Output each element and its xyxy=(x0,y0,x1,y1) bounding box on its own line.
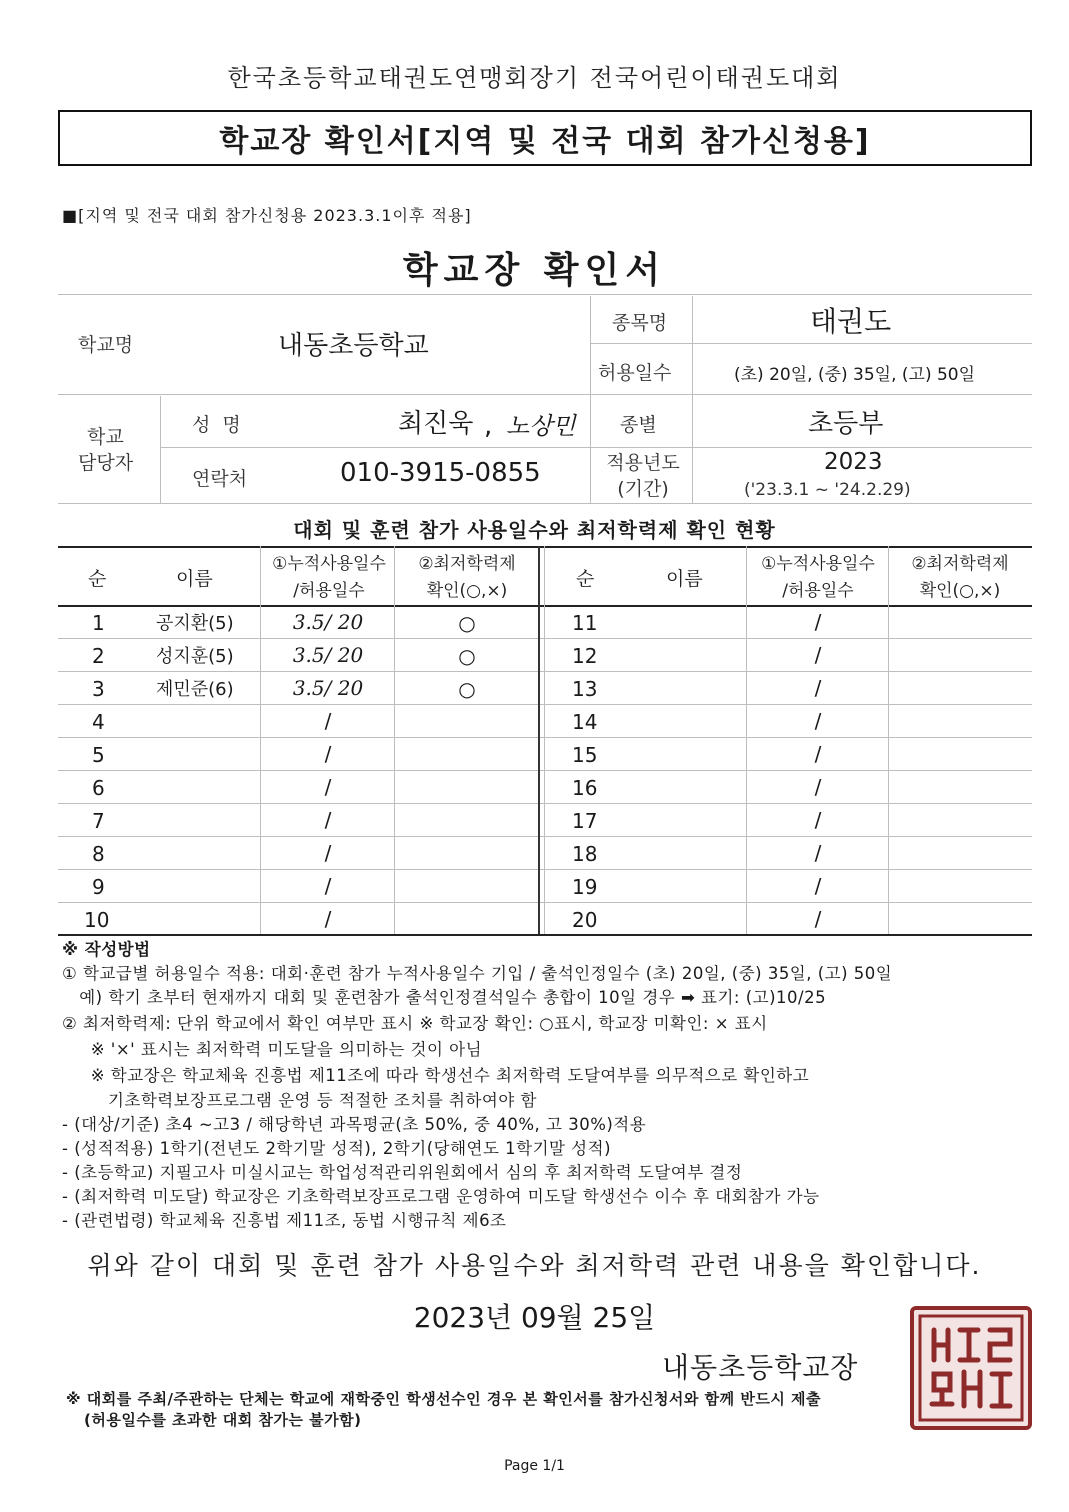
method-line: - (대상/기준) 초4 ~고3 / 해당학년 과목평균(초 50%, 중 40%, 고 30%)적용 xyxy=(62,1115,647,1134)
row-no: 4 xyxy=(92,710,105,734)
row-days: 3.5/ 20 xyxy=(292,643,364,667)
row-name: 공지환(5) xyxy=(156,613,234,634)
row-no: 6 xyxy=(92,776,105,800)
footnote-line: (허용일수를 초과한 대회 참가는 불가함) xyxy=(84,1411,362,1429)
row-days: / xyxy=(324,841,332,865)
method-line: ② 최저학력제: 단위 학교에서 확인 여부만 표시 ※ 학교장 확인: ○표시, 학교장 미확인: × 표시 xyxy=(62,1014,768,1033)
document-title: 학교장 확인서 xyxy=(402,250,667,291)
row-no: 20 xyxy=(572,908,598,932)
footnote-line: ※ 대회를 주최/주관하는 단체는 학교에 재학중인 학생선수인 경우 본 확인서를 참가신청서와 함께 반드시 제출 xyxy=(66,1390,822,1408)
info-rule-top xyxy=(58,294,1032,295)
row-days: / xyxy=(814,808,822,832)
contact-label: 연락처 xyxy=(192,468,248,490)
row-days: / xyxy=(324,742,332,766)
info-divider xyxy=(590,296,591,503)
header-days: ①누적사용일수 /허용일수 xyxy=(761,554,875,601)
method-heading: ※ 작성방법 xyxy=(62,940,151,959)
year-label: 적용년도 (기간) xyxy=(606,452,680,500)
row-no: 18 xyxy=(572,842,598,866)
seal-icon xyxy=(914,1310,1028,1426)
manager-signature: 노상민 xyxy=(506,412,576,440)
row-days: / xyxy=(814,610,822,634)
table-body-right xyxy=(544,606,1032,936)
table-row xyxy=(544,705,1032,738)
document-date: 2023년 09월 25일 xyxy=(413,1301,656,1334)
row-no: 17 xyxy=(572,809,598,833)
row-no: 13 xyxy=(572,677,598,701)
table-row xyxy=(544,606,1032,639)
method-line: ※ 학교장은 학교체육 진흥법 제11조에 따라 학생선수 최저학력 도달여부를 의무적으로 확인하고 xyxy=(62,1066,810,1085)
event-title: 한국초등학교태권도연맹회장기 전국어린이태권도대회 xyxy=(227,64,842,92)
table-row xyxy=(544,771,1032,804)
row-days: / xyxy=(324,874,332,898)
table-row xyxy=(58,672,538,705)
header-days: ①누적사용일수 /허용일수 xyxy=(272,554,386,601)
info-divider xyxy=(160,396,161,503)
row-check: ○ xyxy=(458,677,476,701)
row-days: / xyxy=(814,709,822,733)
row-no: 19 xyxy=(572,875,598,899)
row-days: / xyxy=(324,709,332,733)
table-row xyxy=(544,804,1032,837)
footnote xyxy=(66,1389,821,1431)
row-no: 3 xyxy=(92,677,105,701)
notice-line: ■[지역 및 전국 대회 참가신청용 2023.3.1이후 적용] xyxy=(62,206,472,225)
table-row xyxy=(58,705,538,738)
row-no: 1 xyxy=(92,611,105,635)
table-body-left xyxy=(58,606,538,936)
row-days: / xyxy=(814,907,822,931)
row-no: 12 xyxy=(572,644,598,668)
table-row xyxy=(58,804,538,837)
table-row xyxy=(544,639,1032,672)
row-days: / xyxy=(814,643,822,667)
method-line: 기초학력보장프로그램 운영 등 적절한 조치를 취하여야 함 xyxy=(62,1091,537,1110)
manager-label: 학교 담당자 xyxy=(78,426,134,474)
manager-name-value: 최진욱 xyxy=(398,409,474,439)
period-value: ('23.3.1 ~ '24.2.29) xyxy=(744,480,911,500)
table-row xyxy=(544,870,1032,903)
row-days: / xyxy=(324,808,332,832)
table-row xyxy=(58,738,538,771)
info-divider xyxy=(692,296,693,503)
row-name: 성지훈(5) xyxy=(156,646,234,667)
sport-value: 태권도 xyxy=(810,305,892,338)
row-no: 10 xyxy=(84,908,110,932)
table-rule-top xyxy=(58,546,1032,548)
method-line: - (관련법령) 학교체육 진흥법 제11조, 동법 시행규칙 제6조 xyxy=(62,1211,507,1230)
row-check: ○ xyxy=(458,644,476,668)
allowed-days-label: 허용일수 xyxy=(598,362,672,384)
method-line: - (초등학교) 지필고사 미실시교는 학업성적관리위원회에서 심의 후 최저학력 도달여부 결정 xyxy=(62,1163,743,1182)
row-no: 16 xyxy=(572,776,598,800)
table-center-divider xyxy=(538,546,540,934)
header-name: 이름 xyxy=(666,568,703,590)
table-row xyxy=(544,903,1032,936)
row-days: / xyxy=(814,775,822,799)
official-seal-stamp xyxy=(910,1306,1032,1430)
row-days: / xyxy=(814,841,822,865)
name-separator: , xyxy=(484,411,493,441)
allowed-days-value: (초) 20일, (중) 35일, (고) 50일 xyxy=(734,365,976,385)
sport-label: 종목명 xyxy=(612,312,668,334)
row-days: 3.5/ 20 xyxy=(292,676,364,700)
row-no: 11 xyxy=(572,611,598,635)
form-title-box xyxy=(58,110,1032,166)
method-line: - (최저학력 미도달) 학교장은 기초학력보장프로그램 운영하여 미도달 학생선수 이수 후 대회참가 가능 xyxy=(62,1187,820,1206)
table-row xyxy=(58,870,538,903)
row-no: 8 xyxy=(92,842,105,866)
form-title: 학교장 확인서[지역 및 전국 대회 참가신청용] xyxy=(219,124,871,159)
category-value: 초등부 xyxy=(808,409,884,439)
info-rule xyxy=(58,503,1032,504)
row-no: 14 xyxy=(572,710,598,734)
row-no: 2 xyxy=(92,644,105,668)
year-value: 2023 xyxy=(824,449,883,475)
row-days: 3.5/ 20 xyxy=(292,610,364,634)
info-rule xyxy=(590,343,1032,344)
header-name: 이름 xyxy=(176,568,213,590)
row-no: 5 xyxy=(92,743,105,767)
table-row xyxy=(58,639,538,672)
header-academic: ②최저학력제 확인(○,×) xyxy=(911,554,1009,601)
table-row xyxy=(58,837,538,870)
method-line: 예) 학기 초부터 현재까지 대회 및 훈련참가 출석인정결석일수 총합이 10일 경우 ➡ 표기: (고)10/25 xyxy=(62,988,827,1007)
principal-signature-line: 내동초등학교장 xyxy=(662,1351,859,1384)
school-name-value: 내동초등학교 xyxy=(278,331,429,361)
method-line: ① 학교급별 허용일수 적용: 대회·훈련 참가 누적사용일수 기입 / 출석인정일수 (초) 20일, (중) 35일, (고) 50일 xyxy=(62,964,893,983)
row-no: 15 xyxy=(572,743,598,767)
row-days: / xyxy=(324,907,332,931)
row-no: 7 xyxy=(92,809,105,833)
row-name: 제민준(6) xyxy=(156,679,234,700)
info-rule xyxy=(58,394,1032,395)
table-row xyxy=(544,672,1032,705)
row-days: / xyxy=(814,742,822,766)
info-rule xyxy=(160,447,1032,448)
method-line: ※ '×' 표시는 최저학력 미도달을 의미하는 것이 아님 xyxy=(62,1040,483,1059)
row-check: ○ xyxy=(458,611,476,635)
method-line: - (성적적용) 1학기(전년도 2학기말 성적), 2학기(당해연도 1학기말 성적) xyxy=(62,1139,612,1158)
row-days: / xyxy=(814,874,822,898)
table-row xyxy=(544,738,1032,771)
header-no: 순 xyxy=(88,568,107,590)
manager-name-label: 성 명 xyxy=(192,414,241,436)
row-days: / xyxy=(324,775,332,799)
table-row xyxy=(58,771,538,804)
table-row xyxy=(544,837,1032,870)
row-no: 9 xyxy=(92,875,105,899)
table-row xyxy=(58,606,538,639)
header-no: 순 xyxy=(576,568,595,590)
row-days: / xyxy=(814,676,822,700)
table-title: 대회 및 훈련 참가 사용일수와 최저학력제 확인 현황 xyxy=(293,518,776,542)
header-academic: ②최저학력제 확인(○,×) xyxy=(418,554,516,601)
category-label: 종별 xyxy=(620,414,657,436)
table-row xyxy=(58,903,538,936)
contact-value: 010-3915-0855 xyxy=(340,458,541,488)
confirmation-statement: 위와 같이 대회 및 훈련 참가 사용일수와 최저학력 관련 내용을 확인합니다. xyxy=(87,1251,982,1280)
school-name-label: 학교명 xyxy=(78,334,134,356)
page-number: Page 1/1 xyxy=(504,1458,565,1474)
